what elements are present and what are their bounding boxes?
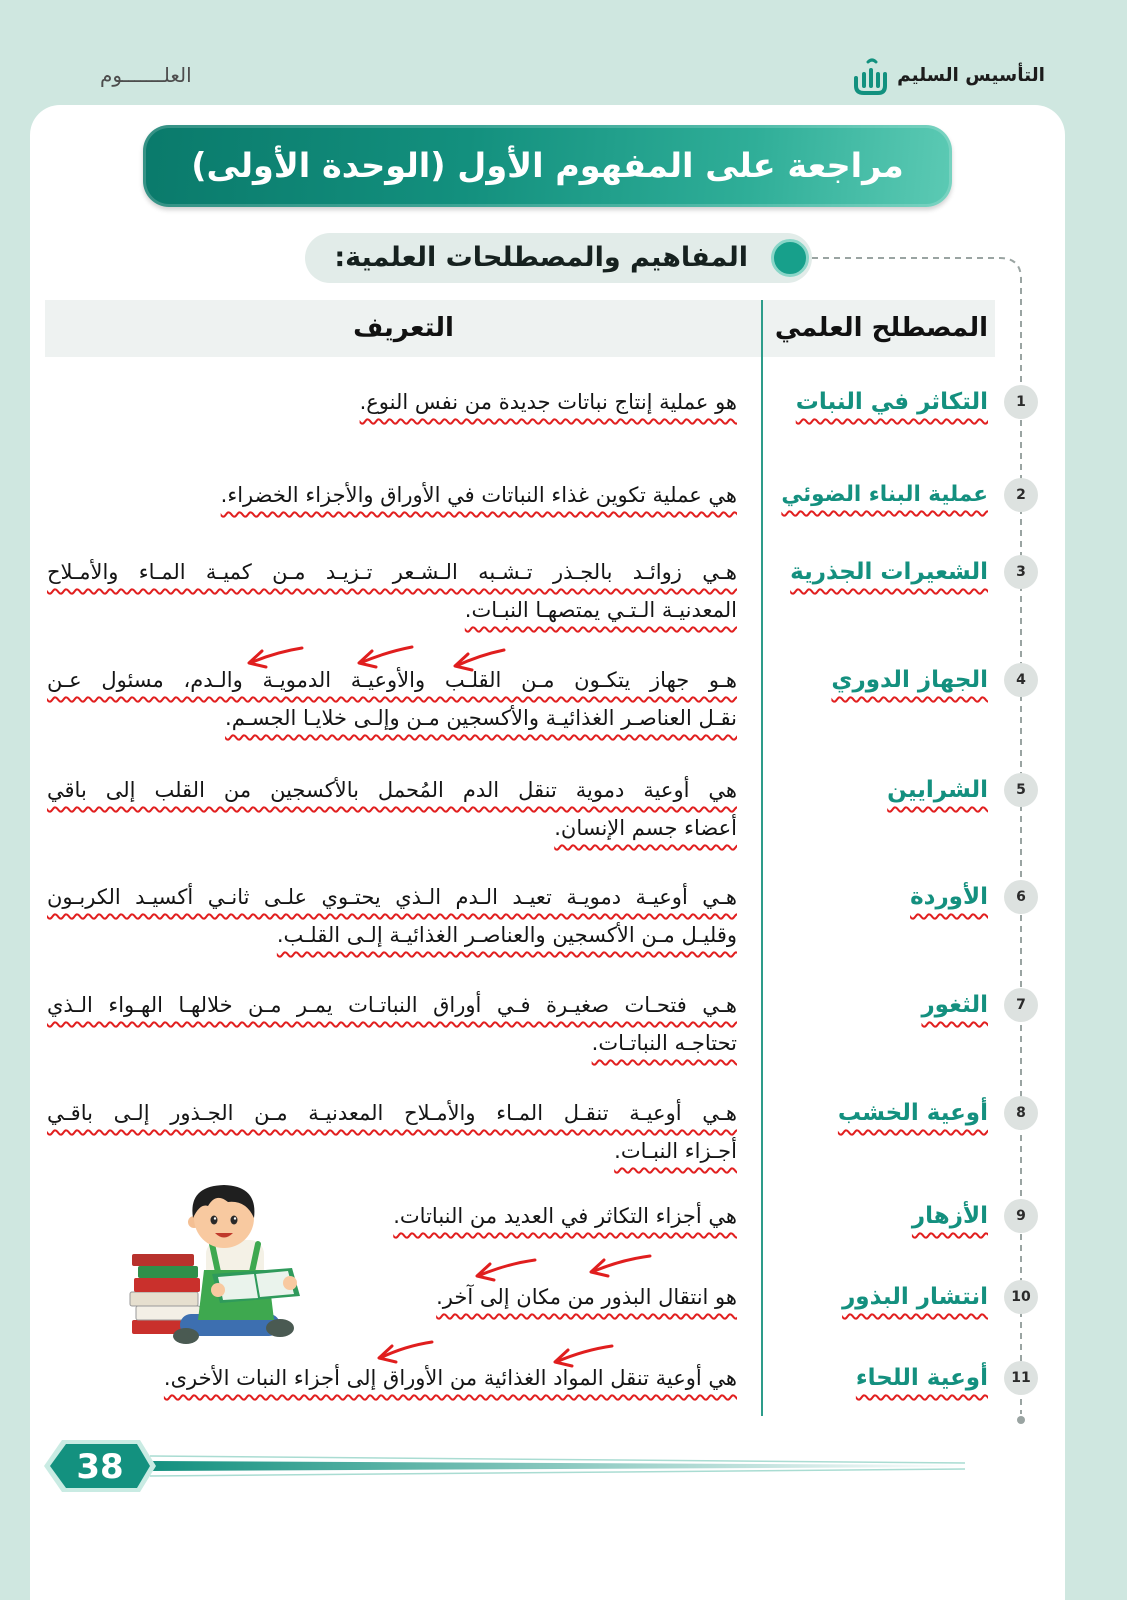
- brand-name: التأسيس السليم: [897, 65, 1045, 86]
- table-header: [45, 300, 995, 357]
- term: الثغور: [921, 992, 988, 1018]
- definition-line: هـي زوائـد بالجـذر تـشـبه الـشـعر تـزيـد مـن كميـة المـاء والأمـلاح: [47, 560, 737, 584]
- definition: [47, 986, 737, 1062]
- subject-label: العلـــــــوم: [100, 63, 192, 87]
- table-row: [0, 771, 1127, 851]
- definition: [47, 553, 737, 629]
- section-heading: المفاهيم والمصطلحات العلمية:: [334, 242, 748, 273]
- term: أوعية الخشب: [837, 1100, 988, 1126]
- table-row: [0, 476, 1127, 556]
- section-heading-pill: [305, 233, 812, 283]
- table-row: [0, 661, 1127, 741]
- row-number: 6: [1004, 880, 1038, 914]
- row-number: 7: [1004, 988, 1038, 1022]
- definition-line: المعدنيـة الـتـي يمتصهـا النبـات.: [464, 598, 737, 622]
- definition: [47, 1094, 737, 1170]
- definition: [47, 476, 737, 514]
- table-row: [0, 383, 1127, 463]
- definition: [47, 1359, 737, 1397]
- definition: [47, 771, 737, 847]
- boy-reading-illustration: [128, 1178, 308, 1348]
- definition-line: هي أوعية تنقل المواد الغذائية من الأوراق إلى أجزاء النبات الأخرى.: [163, 1366, 737, 1390]
- section-bullet-icon: [771, 239, 809, 277]
- table-row: [0, 878, 1127, 958]
- row-number: 3: [1004, 555, 1038, 589]
- definition-line: هو انتقال البذور من مكان إلى آخر.: [436, 1285, 737, 1309]
- definition-line: هي أوعية دموية تنقل الدم المُحمل بالأكسجين من القلب إلى باقي: [47, 778, 737, 802]
- row-number: 10: [1004, 1280, 1038, 1314]
- term: الشرايين: [887, 777, 988, 803]
- definition-line: وقليـل مـن الأكسجين والعناصـر الغذائيـة إلـى القلـب.: [276, 923, 737, 947]
- definition-line: نقـل العناصـر الغذائيـة والأكسجين مـن وإلـى خلايـا الجسـم.: [225, 706, 737, 730]
- row-number: 4: [1004, 663, 1038, 697]
- definition-line: هـي أوعيـة دمويـة تعيـد الـدم الـذي يحتـوي علـى ثانـي أكسيـد الكربـون: [47, 885, 737, 909]
- term: الشعيرات الجذرية: [790, 559, 988, 585]
- page-title: مراجعة على المفهوم الأول (الوحدة الأولى): [191, 146, 904, 185]
- definition-line: هو عملية إنتاج نباتات جديدة من نفس النوع.: [359, 390, 737, 414]
- term: الجهاز الدوري: [831, 667, 988, 693]
- row-number: 9: [1004, 1199, 1038, 1233]
- definition-line: أجـزاء النبـات.: [614, 1139, 737, 1163]
- definition-line: هـو جهاز يتكـون مـن القلـب والأوعيـة الدمويـة والـدم، مسئول عـن: [47, 668, 737, 692]
- definition: [47, 878, 737, 954]
- term: انتشار البذور: [842, 1284, 988, 1310]
- definition-line: تحتاجـه النباتـات.: [591, 1031, 737, 1055]
- definition: [47, 661, 737, 737]
- logo-mark-icon: [852, 56, 888, 96]
- title-banner: [143, 125, 952, 207]
- definition-line: هـي أوعيـة تنقـل المـاء والأمـلاح المعدنيـة مـن الجـذور إلـى باقـي: [47, 1101, 737, 1125]
- term: التكاثر في النبات: [795, 389, 988, 415]
- page-number: 38: [76, 1447, 124, 1487]
- table-row: [0, 1094, 1127, 1174]
- row-number: 8: [1004, 1096, 1038, 1130]
- table-row: [0, 1359, 1127, 1439]
- table-row: [0, 553, 1127, 633]
- row-number: 5: [1004, 773, 1038, 807]
- definition-line: هـي فتحـات صغيـرة فـي أوراق النباتـات يمـر مـن خلالهـا الهـواء الـذي: [47, 993, 737, 1017]
- column-header-definition: التعريف: [353, 313, 454, 343]
- term: أوعية اللحاء: [855, 1365, 988, 1391]
- definition-line: هي أجزاء التكاثر في العديد من النباتات.: [393, 1204, 737, 1228]
- term: عملية البناء الضوئي: [781, 482, 988, 507]
- definition-line: هي عملية تكوين غذاء النباتات في الأوراق والأجزاء الخضراء.: [220, 483, 737, 507]
- column-header-term: المصطلح العلمي: [774, 313, 988, 343]
- definition: [47, 383, 737, 421]
- table-row: [0, 986, 1127, 1066]
- term: الأوردة: [910, 884, 988, 910]
- definition-line: أعضاء جسم الإنسان.: [554, 816, 737, 840]
- row-number: 11: [1004, 1361, 1038, 1395]
- page-number-tag: [40, 1435, 970, 1497]
- row-number: 2: [1004, 478, 1038, 512]
- row-number: 1: [1004, 385, 1038, 419]
- term: الأزهار: [911, 1203, 988, 1229]
